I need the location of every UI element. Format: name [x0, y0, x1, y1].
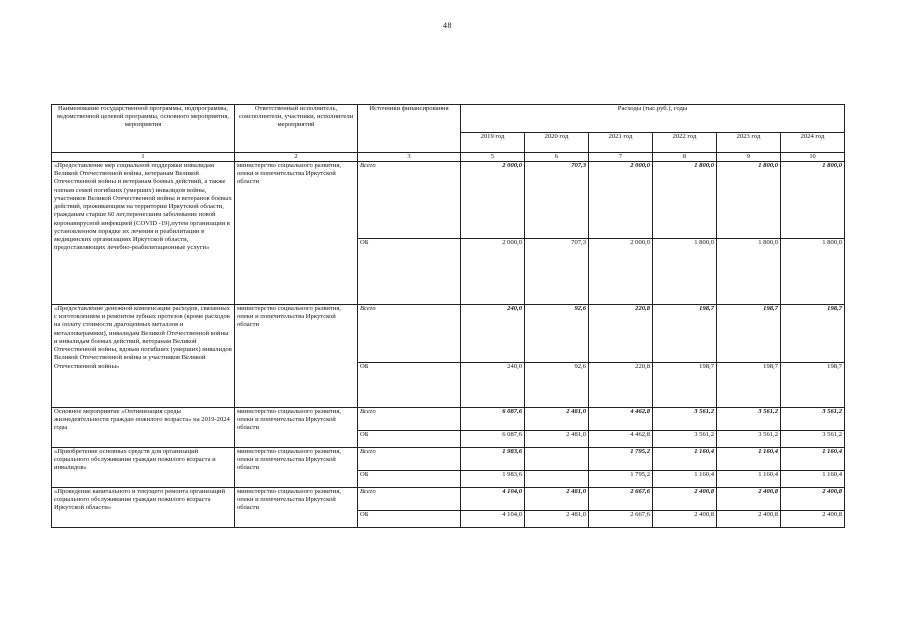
total-value: 3 561,2: [653, 408, 717, 431]
total-value: 240,0: [461, 305, 525, 363]
total-value: 220,8: [589, 305, 653, 363]
ob-value: 3 561,2: [653, 431, 717, 448]
table-row: [52, 408, 845, 431]
responsible-executor: министерство социального развития, опеки и попечительства Иркутской области: [235, 408, 358, 448]
ob-value: 220,8: [589, 363, 653, 408]
budget-sheet: [51, 104, 844, 528]
table-row: [52, 162, 845, 239]
total-value: 1 983,6: [461, 448, 525, 471]
ob-value: 4 104,0: [461, 511, 525, 528]
activity-name: «Проведение капитального и текущего ремонта организаций социального обслуживания граждан пожилого возраста Иркутской области»: [52, 488, 235, 528]
source-total-label: Всего: [358, 488, 461, 511]
total-value: 2 481,0: [525, 488, 589, 511]
header-year: 2022 год: [653, 133, 717, 153]
table-row: [52, 448, 845, 471]
ob-value: 1 983,6: [461, 471, 525, 488]
total-value: 1 795,2: [589, 448, 653, 471]
total-value: 3 561,2: [717, 408, 781, 431]
total-value: 6 087,6: [461, 408, 525, 431]
source-ob-label: ОБ: [358, 431, 461, 448]
ob-value: [525, 471, 589, 488]
column-number: 7: [589, 153, 653, 162]
activity-name: «Предоставление мер социальной поддержки инвалидам Великой Отечественной войны, ветеранам Великой Отечественной войны и ветеранам боевых действий, а также членам семей погибших (умерших) инвалидов войны, участников Великой Отечественной войны и ветеранов боевых действий, проживающим на территории Иркутской области, гражданам старше 60 лет,перенесшим заболевание новой коронавирусной инфекцией (COVID -19),путем организации в установленном порядке их лечения и реабилитации в медицинских организациях Иркутской области, предоставляющих лечебно-реабилитационные услуги»: [52, 162, 235, 305]
total-value: 2 400,8: [653, 488, 717, 511]
ob-value: 2 000,0: [461, 239, 525, 305]
source-ob-label: ОБ: [358, 471, 461, 488]
responsible-executor: министерство социального развития, опеки и попечительства Иркутской области: [235, 448, 358, 488]
responsible-executor: министерство социального развития, опеки и попечительства Иркутской области: [235, 488, 358, 528]
column-number: 3: [358, 153, 461, 162]
header-funding-source: Источники финансирования: [358, 105, 461, 153]
column-number: 9: [717, 153, 781, 162]
ob-value: 92,6: [525, 363, 589, 408]
ob-value: 2 000,0: [589, 239, 653, 305]
source-ob-label: ОБ: [358, 363, 461, 408]
source-ob-label: ОБ: [358, 511, 461, 528]
ob-value: 1 800,0: [781, 239, 845, 305]
total-value: [525, 448, 589, 471]
activity-name: «Приобретение основных средств для организаций социального обслуживания граждан пожилого возраста и инвалидов»: [52, 448, 235, 488]
responsible-executor: министерство социального развития, опеки и попечительства Иркутской области: [235, 162, 358, 305]
ob-value: 240,0: [461, 363, 525, 408]
column-number: 5: [461, 153, 525, 162]
total-value: 92,6: [525, 305, 589, 363]
ob-value: 198,7: [717, 363, 781, 408]
source-ob-label: ОБ: [358, 239, 461, 305]
ob-value: 1 795,2: [589, 471, 653, 488]
column-number: 10: [781, 153, 845, 162]
total-value: 1 800,0: [717, 162, 781, 239]
total-value: 2 400,8: [781, 488, 845, 511]
ob-value: 1 160,4: [717, 471, 781, 488]
ob-value: 1 800,0: [717, 239, 781, 305]
total-value: 2 667,6: [589, 488, 653, 511]
header-program-name: Наименование государственной программы, подпрограммы, ведомственной целевой программы, основного мероприятия, мероприятия: [52, 105, 235, 153]
column-number: 1: [52, 153, 235, 162]
responsible-executor: министерство социального развития, опеки и попечительства Иркутской области: [235, 305, 358, 408]
total-value: 2 000,0: [461, 162, 525, 239]
header-year: 2023 год: [717, 133, 781, 153]
ob-value: 198,7: [781, 363, 845, 408]
ob-value: 1 800,0: [653, 239, 717, 305]
source-total-label: Всего: [358, 305, 461, 363]
total-value: 2 400,8: [717, 488, 781, 511]
header-expenses: Расходы (тыс.руб.), годы: [461, 105, 845, 133]
total-value: 1 160,4: [653, 448, 717, 471]
page-number: 48: [443, 21, 452, 30]
source-total-label: Всего: [358, 408, 461, 431]
total-value: 198,7: [781, 305, 845, 363]
activity-name: «Предоставление денежной компенсации расходов, связанных с изготовлением и ремонтом зубных протезов (кроме расходов на оплату стоимости драгоценных металлов и металлокерамики), инвалидам Великой Отечественной войны и инвалидам боевых действий, ветеранам Великой Отечественной войны, вдовам погибших (умерших) инвалидов Великой Отечественной войны и участников Великой Отечественной войны»: [52, 305, 235, 408]
activity-name: Основное мероприятие «Оптимизация среды жизнедеятельности граждан пожилого возраста» на 2019-2024 годы: [52, 408, 235, 448]
ob-value: 2 667,6: [589, 511, 653, 528]
ob-value: 3 561,2: [717, 431, 781, 448]
total-value: 198,7: [653, 305, 717, 363]
ob-value: 6 087,6: [461, 431, 525, 448]
header-year: 2021 год: [589, 133, 653, 153]
ob-value: 2 481,0: [525, 511, 589, 528]
header-executor: Ответственный исполнитель, соисполнители, участники, исполнители мероприятий: [235, 105, 358, 153]
column-number: 2: [235, 153, 358, 162]
source-total-label: Всего: [358, 448, 461, 471]
ob-value: 198,7: [653, 363, 717, 408]
budget-table: [51, 104, 845, 528]
ob-value: 1 160,4: [653, 471, 717, 488]
total-value: 1 160,4: [717, 448, 781, 471]
total-value: 198,7: [717, 305, 781, 363]
column-number: 6: [525, 153, 589, 162]
ob-value: 2 400,8: [653, 511, 717, 528]
column-number: 8: [653, 153, 717, 162]
ob-value: 2 400,8: [717, 511, 781, 528]
total-value: 4 104,0: [461, 488, 525, 511]
header-year: 2024 год: [781, 133, 845, 153]
ob-value: 707,3: [525, 239, 589, 305]
total-value: 2 000,0: [589, 162, 653, 239]
header-year: 2019 год: [461, 133, 525, 153]
total-value: 1 800,0: [781, 162, 845, 239]
total-value: 1 160,4: [781, 448, 845, 471]
source-total-label: Всего: [358, 162, 461, 239]
ob-value: 4 462,8: [589, 431, 653, 448]
total-value: 3 561,2: [781, 408, 845, 431]
ob-value: 1 160,4: [781, 471, 845, 488]
table-row: [52, 305, 845, 363]
ob-value: 2 400,8: [781, 511, 845, 528]
total-value: 707,3: [525, 162, 589, 239]
total-value: 2 481,0: [525, 408, 589, 431]
total-value: 1 800,0: [653, 162, 717, 239]
table-row: [52, 488, 845, 511]
header-year: 2020 год: [525, 133, 589, 153]
total-value: 4 462,8: [589, 408, 653, 431]
ob-value: 3 561,2: [781, 431, 845, 448]
ob-value: 2 481,0: [525, 431, 589, 448]
